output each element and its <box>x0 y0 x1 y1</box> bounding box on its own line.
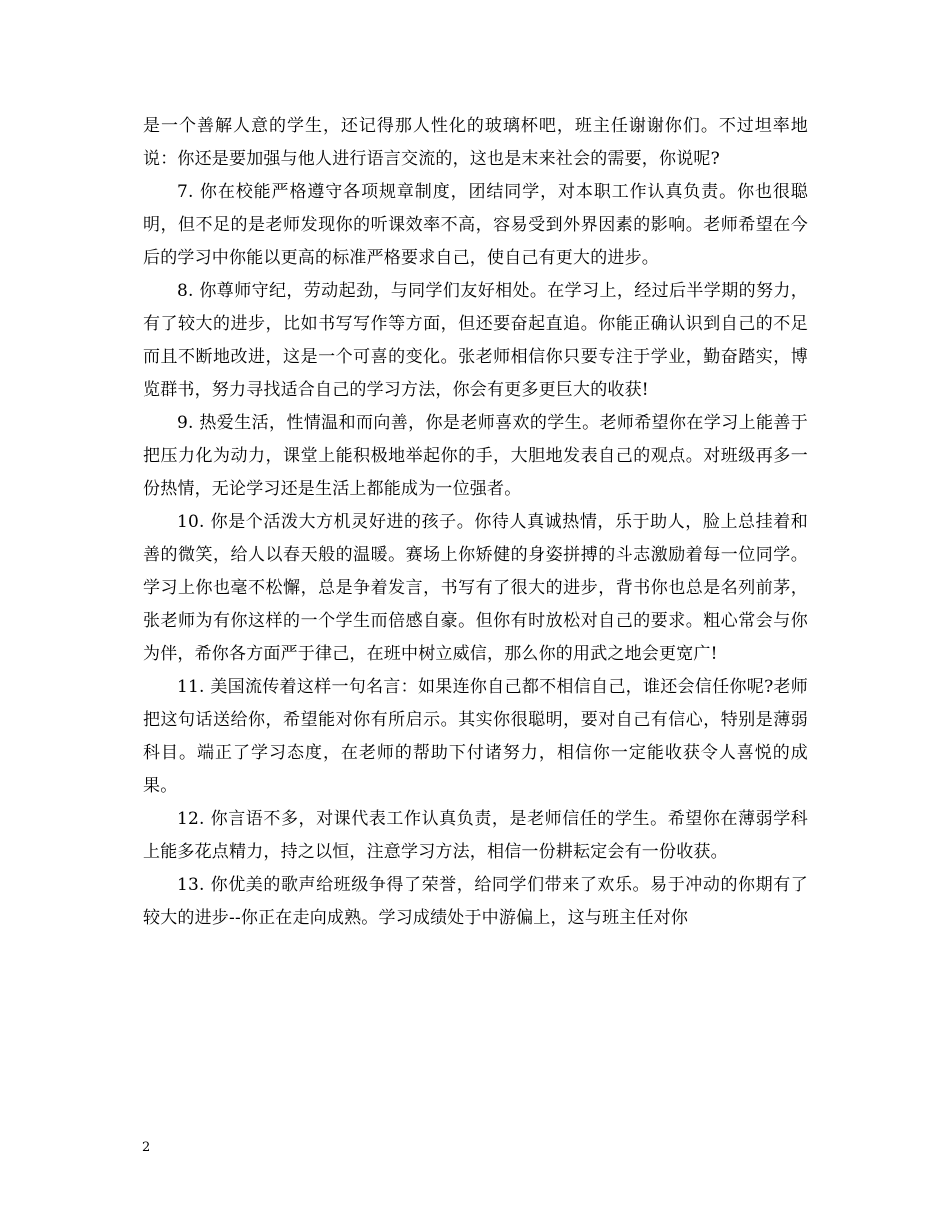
page-number: 2 <box>142 1140 151 1155</box>
paragraph-12: 12. 你言语不多，对课代表工作认真负责，是老师信任的学生。希望你在薄弱学科上能多花点精力，持之以恒，注意学习方法，相信一份耕耘定会有一份收获。 <box>143 809 808 862</box>
paragraph-8: 8. 你尊师守纪，劳动起劲，与同学们友好相处。在学习上，经过后半学期的努力，有了较大的进步，比如书写写作等方面，但还要奋起直追。你能正确认识到自己的不足而且不断地改进，这是一个可喜的变化。张老师相信你只要专注于学业，勤奋踏实，博览群书，努力寻找适合自己的学习方法，你会有更多更巨大的收获! <box>143 281 808 400</box>
paragraph-10: 10. 你是个活泼大方机灵好进的孩子。你待人真诚热情，乐于助人，脸上总挂着和善的微笑，给人以春天般的温暖。赛场上你矫健的身姿拼搏的斗志激励着每一位同学。学习上你也毫不松懈，总是争着发言，书写有了很大的进步，背书你也总是名列前茅，张老师为有你这样的一个学生而倍感自豪。但你有时放松对自己的要求。粗心常会与你为伴，希你各方面严于律己，在班中树立威信，那么你的用武之地会更宽广! <box>143 512 808 664</box>
body-text <box>143 110 808 935</box>
paragraph-9: 9. 热爱生活，性情温和而向善，你是老师喜欢的学生。老师希望你在学习上能善于把压力化为动力，课堂上能积极地举起你的手，大胆地发表自己的观点。对班级再多一份热情，无论学习还是生活上都能成为一位强者。 <box>143 413 808 499</box>
paragraph-11: 11. 美国流传着这样一句名言：如果连你自己都不相信自己，谁还会信任你呢?老师把这句话送给你，希望能对你有所启示。其实你很聪明，要对自己有信心，特别是薄弱科目。端正了学习态度，在老师的帮助下付诸努力，相信你一定能收获令人喜悦的成果。 <box>143 677 808 796</box>
paragraph-7: 7. 你在校能严格遵守各项规章制度，团结同学，对本职工作认真负责。你也很聪明，但不足的是老师发现你的听课效率不高，容易受到外界因素的影响。老师希望在今后的学习中你能以更高的标准严格要求自己，使自己有更大的进步。 <box>143 182 808 268</box>
paragraph-13: 13. 你优美的歌声给班级争得了荣誉，给同学们带来了欢乐。易于冲动的你期有了较大的进步--你正在走向成熟。学习成绩处于中游偏上，这与班主任对你 <box>143 875 808 928</box>
paragraph-continuation: 是一个善解人意的学生，还记得那人性化的玻璃杯吧，班主任谢谢你们。不过坦率地说：你还是要加强与他人进行语言交流的，这也是末来社会的需要，你说呢? <box>143 116 808 169</box>
